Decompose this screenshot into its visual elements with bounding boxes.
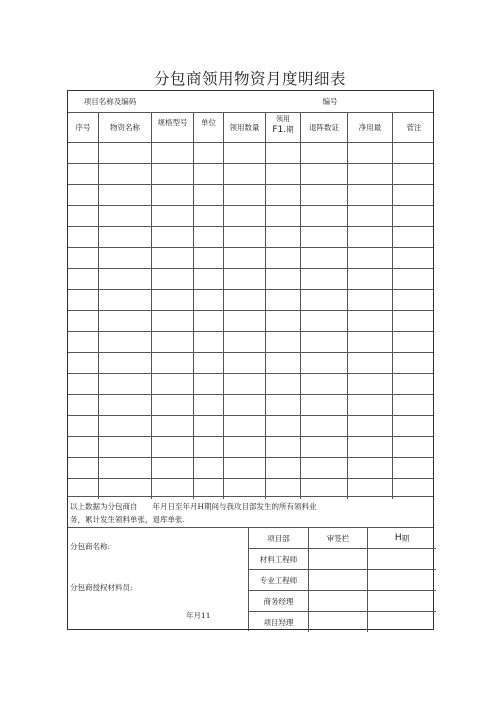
- cell-quantity[interactable]: [223, 248, 265, 268]
- cell-note[interactable]: [392, 311, 435, 331]
- cell-material-name[interactable]: [98, 395, 151, 415]
- cell-date[interactable]: [265, 353, 300, 373]
- cell-quantity[interactable]: [223, 164, 265, 184]
- col-date-small: 期: [286, 125, 294, 134]
- cell-unit[interactable]: [193, 395, 223, 415]
- cell-quantity[interactable]: [223, 416, 265, 436]
- cell-net[interactable]: [347, 311, 392, 331]
- cell-net[interactable]: [347, 374, 392, 394]
- cell-quantity[interactable]: [223, 227, 265, 247]
- cell-seq[interactable]: [68, 269, 98, 289]
- cell-seq[interactable]: [68, 227, 98, 247]
- project-name-label: 项目名称及编码: [83, 97, 137, 106]
- col-note: 菅注: [392, 113, 435, 142]
- cell-note[interactable]: [392, 185, 435, 205]
- table-row: [68, 163, 433, 184]
- cell-note[interactable]: [392, 227, 435, 247]
- cell-net[interactable]: [347, 395, 392, 415]
- cell-quantity[interactable]: [223, 290, 265, 310]
- cell-date[interactable]: [265, 290, 300, 310]
- cell-return[interactable]: [300, 437, 347, 457]
- role-label: 材料工程师: [259, 554, 298, 564]
- cell-material-name[interactable]: [98, 374, 151, 394]
- cell-net[interactable]: [347, 185, 392, 205]
- cell-net[interactable]: [347, 332, 392, 352]
- project-name-field[interactable]: [152, 91, 315, 112]
- material-staff-label: 分包商授权材料员:: [70, 583, 133, 592]
- table-row: [68, 373, 433, 394]
- col-spec: 规格型号: [151, 113, 193, 142]
- cell-material-name[interactable]: [98, 206, 151, 226]
- cell-seq[interactable]: [68, 164, 98, 184]
- sign-header: 审签栏: [308, 528, 367, 548]
- cell-return[interactable]: [300, 206, 347, 226]
- cell-unit[interactable]: [193, 269, 223, 289]
- table-row: [68, 205, 433, 226]
- cell-return[interactable]: [300, 164, 347, 184]
- cell-note[interactable]: [392, 206, 435, 226]
- cell-spec[interactable]: [151, 164, 193, 184]
- cell-material-name[interactable]: [98, 458, 151, 478]
- cell-spec[interactable]: [151, 437, 193, 457]
- cell-return[interactable]: [300, 143, 347, 163]
- cell-return[interactable]: [300, 416, 347, 436]
- table-row: [68, 331, 433, 352]
- cell-net[interactable]: [347, 206, 392, 226]
- cell-quantity[interactable]: [223, 311, 265, 331]
- cell-net[interactable]: [347, 416, 392, 436]
- summary-line-2: 务，累计发生领料单张，退库单张.: [70, 515, 185, 524]
- cell-unit[interactable]: [193, 248, 223, 268]
- cell-date[interactable]: [265, 374, 300, 394]
- table-row: [68, 457, 433, 478]
- table-row: [68, 247, 433, 268]
- cell-net[interactable]: [347, 290, 392, 310]
- cell-material-name[interactable]: [98, 269, 151, 289]
- signature-field[interactable]: [308, 549, 367, 569]
- cell-quantity[interactable]: [223, 269, 265, 289]
- cell-seq[interactable]: [68, 143, 98, 163]
- approval-grid: [248, 528, 435, 631]
- approval-date-header: [367, 528, 436, 548]
- cell-quantity[interactable]: [223, 332, 265, 352]
- cell-unit[interactable]: [193, 206, 223, 226]
- cell-note[interactable]: [392, 164, 435, 184]
- cell-note[interactable]: [392, 374, 435, 394]
- signature-date-field[interactable]: [367, 591, 436, 611]
- col-seq: 序号: [75, 123, 91, 132]
- cell-note[interactable]: [392, 269, 435, 289]
- cell-unit[interactable]: [193, 164, 223, 184]
- cell-return[interactable]: [300, 458, 347, 478]
- col-quantity: 领用数量: [223, 113, 265, 142]
- signature-date-field[interactable]: [367, 549, 436, 569]
- cell-note[interactable]: [392, 395, 435, 415]
- table-row: [68, 310, 433, 331]
- cell-date[interactable]: [265, 395, 300, 415]
- cell-spec[interactable]: [151, 332, 193, 352]
- approval-row: [249, 569, 436, 590]
- cell-seq[interactable]: [68, 185, 98, 205]
- cell-seq[interactable]: [68, 206, 98, 226]
- summary-row: [68, 496, 433, 527]
- cell-return[interactable]: [300, 374, 347, 394]
- cell-seq[interactable]: [68, 353, 98, 373]
- cell-unit[interactable]: [193, 416, 223, 436]
- approval-row: [249, 548, 436, 569]
- cell-unit[interactable]: [193, 185, 223, 205]
- col-date-bottom: [266, 124, 300, 136]
- page-title: 分包商领用物资月度明细表: [153, 70, 346, 88]
- cell-seq[interactable]: [68, 395, 98, 415]
- cell-return[interactable]: [300, 353, 347, 373]
- cell-seq[interactable]: [68, 332, 98, 352]
- cell-spec[interactable]: [151, 143, 193, 163]
- signature-date-field[interactable]: [367, 612, 436, 632]
- cell-seq[interactable]: [68, 311, 98, 331]
- cell-note[interactable]: [392, 458, 435, 478]
- signature-field[interactable]: [308, 570, 367, 590]
- approval-header-row: [249, 528, 436, 548]
- cell-return[interactable]: [300, 185, 347, 205]
- cell-return[interactable]: [300, 227, 347, 247]
- cell-spec[interactable]: [151, 269, 193, 289]
- cell-return[interactable]: [300, 332, 347, 352]
- cell-material-name[interactable]: [98, 227, 151, 247]
- cell-date[interactable]: [265, 458, 300, 478]
- cell-date[interactable]: [265, 206, 300, 226]
- sign-date-label: 年月11: [186, 611, 211, 620]
- cell-note[interactable]: [392, 248, 435, 268]
- signature-field[interactable]: [308, 591, 367, 611]
- col-return: 退阵数证: [300, 113, 347, 142]
- table-row: [68, 289, 433, 310]
- signature-field[interactable]: [308, 612, 367, 632]
- cell-seq[interactable]: [68, 458, 98, 478]
- cell-material-name[interactable]: [98, 311, 151, 331]
- cell-seq[interactable]: [68, 248, 98, 268]
- cell-note[interactable]: [392, 416, 435, 436]
- signature-date-field[interactable]: [367, 570, 436, 590]
- cell-return[interactable]: [300, 290, 347, 310]
- cell-seq[interactable]: [68, 416, 98, 436]
- cell-spec[interactable]: [151, 206, 193, 226]
- table-row: [68, 184, 433, 205]
- cell-spec[interactable]: [151, 416, 193, 436]
- subcontractor-name-label: 分包商名称:: [70, 542, 111, 551]
- cell-date[interactable]: [265, 164, 300, 184]
- table-row: [68, 142, 433, 163]
- cell-return[interactable]: [300, 395, 347, 415]
- cell-material-name[interactable]: [98, 416, 151, 436]
- cell-unit[interactable]: [193, 227, 223, 247]
- cell-return[interactable]: [300, 311, 347, 331]
- table-row: [68, 226, 433, 247]
- cell-note[interactable]: [392, 332, 435, 352]
- cell-date[interactable]: [265, 416, 300, 436]
- cell-unit[interactable]: [193, 437, 223, 457]
- col-net: 净用最: [347, 113, 392, 142]
- role-label: 专业工程师: [259, 575, 298, 585]
- cell-seq[interactable]: [68, 290, 98, 310]
- cell-quantity[interactable]: [223, 437, 265, 457]
- cell-note[interactable]: [392, 437, 435, 457]
- approval-date-small: 期: [401, 533, 410, 543]
- cell-net[interactable]: [347, 227, 392, 247]
- cell-return[interactable]: [300, 269, 347, 289]
- project-info-row: [68, 91, 433, 112]
- table-row: [68, 268, 433, 289]
- number-label: 编号: [322, 97, 338, 106]
- column-header-row: [68, 112, 433, 142]
- cell-spec[interactable]: [151, 311, 193, 331]
- cell-spec[interactable]: [151, 185, 193, 205]
- cell-seq[interactable]: [68, 437, 98, 457]
- summary-line-1: 以上数据为分包商自 年月日至年月H期间与我攻目部发生的所有领料业: [70, 502, 317, 511]
- dept-header: 项目部: [267, 533, 290, 543]
- cell-material-name[interactable]: [98, 185, 151, 205]
- cell-net[interactable]: [347, 269, 392, 289]
- subcontractor-area: [68, 528, 248, 631]
- cell-unit[interactable]: [193, 458, 223, 478]
- cell-net[interactable]: [347, 437, 392, 457]
- cell-quantity[interactable]: [223, 458, 265, 478]
- cell-quantity[interactable]: [223, 206, 265, 226]
- cell-date[interactable]: [265, 143, 300, 163]
- cell-quantity[interactable]: [223, 143, 265, 163]
- cell-net[interactable]: [347, 143, 392, 163]
- signature-block: [68, 527, 433, 631]
- cell-spec[interactable]: [151, 353, 193, 373]
- cell-unit[interactable]: [193, 374, 223, 394]
- cell-spec[interactable]: [151, 458, 193, 478]
- cell-date[interactable]: [265, 185, 300, 205]
- cell-material-name[interactable]: [98, 248, 151, 268]
- cell-quantity[interactable]: [223, 185, 265, 205]
- cell-spec[interactable]: [151, 374, 193, 394]
- cell-quantity[interactable]: [223, 353, 265, 373]
- approval-date-big: H: [394, 533, 402, 543]
- cell-material-name[interactable]: [98, 437, 151, 457]
- col-date-top: 领用: [276, 115, 290, 123]
- cell-material-name[interactable]: [98, 143, 151, 163]
- cell-note[interactable]: [392, 143, 435, 163]
- cell-date[interactable]: [265, 311, 300, 331]
- col-date: [265, 113, 300, 142]
- table-row: [68, 352, 433, 373]
- cell-net[interactable]: [347, 353, 392, 373]
- cell-net[interactable]: [347, 248, 392, 268]
- cell-material-name[interactable]: [98, 353, 151, 373]
- cell-net[interactable]: [347, 458, 392, 478]
- cell-note[interactable]: [392, 290, 435, 310]
- cell-unit[interactable]: [193, 290, 223, 310]
- table-row: [68, 394, 433, 415]
- col-date-big: F1.: [272, 125, 287, 135]
- cell-seq[interactable]: [68, 374, 98, 394]
- cell-spec[interactable]: [151, 395, 193, 415]
- cell-unit[interactable]: [193, 332, 223, 352]
- approval-row: [249, 590, 436, 611]
- col-unit: 单位: [193, 113, 223, 142]
- cell-date[interactable]: [265, 248, 300, 268]
- cell-date[interactable]: [265, 227, 300, 247]
- role-label: 项目羟理: [263, 617, 294, 627]
- cell-return[interactable]: [300, 248, 347, 268]
- number-field[interactable]: [345, 91, 435, 112]
- cell-material-name[interactable]: [98, 290, 151, 310]
- cell-unit[interactable]: [193, 353, 223, 373]
- cell-quantity[interactable]: [223, 374, 265, 394]
- cell-net[interactable]: [347, 164, 392, 184]
- cell-date[interactable]: [265, 332, 300, 352]
- cell-note[interactable]: [392, 353, 435, 373]
- material-detail-table: [67, 90, 434, 630]
- table-row: [68, 415, 433, 436]
- cell-date[interactable]: [265, 437, 300, 457]
- approval-row: [249, 611, 436, 632]
- cell-spec[interactable]: [151, 227, 193, 247]
- table-row: [68, 436, 433, 457]
- cell-material-name[interactable]: [98, 332, 151, 352]
- cell-quantity[interactable]: [223, 395, 265, 415]
- col-material-name: 物资名称: [98, 113, 151, 142]
- cell-spec[interactable]: [151, 248, 193, 268]
- cell-material-name[interactable]: [98, 164, 151, 184]
- cell-spec[interactable]: [151, 290, 193, 310]
- cell-date[interactable]: [265, 269, 300, 289]
- cell-unit[interactable]: [193, 143, 223, 163]
- role-label: 商务经理: [263, 596, 294, 606]
- cell-unit[interactable]: [193, 311, 223, 331]
- summary-text: [70, 500, 317, 526]
